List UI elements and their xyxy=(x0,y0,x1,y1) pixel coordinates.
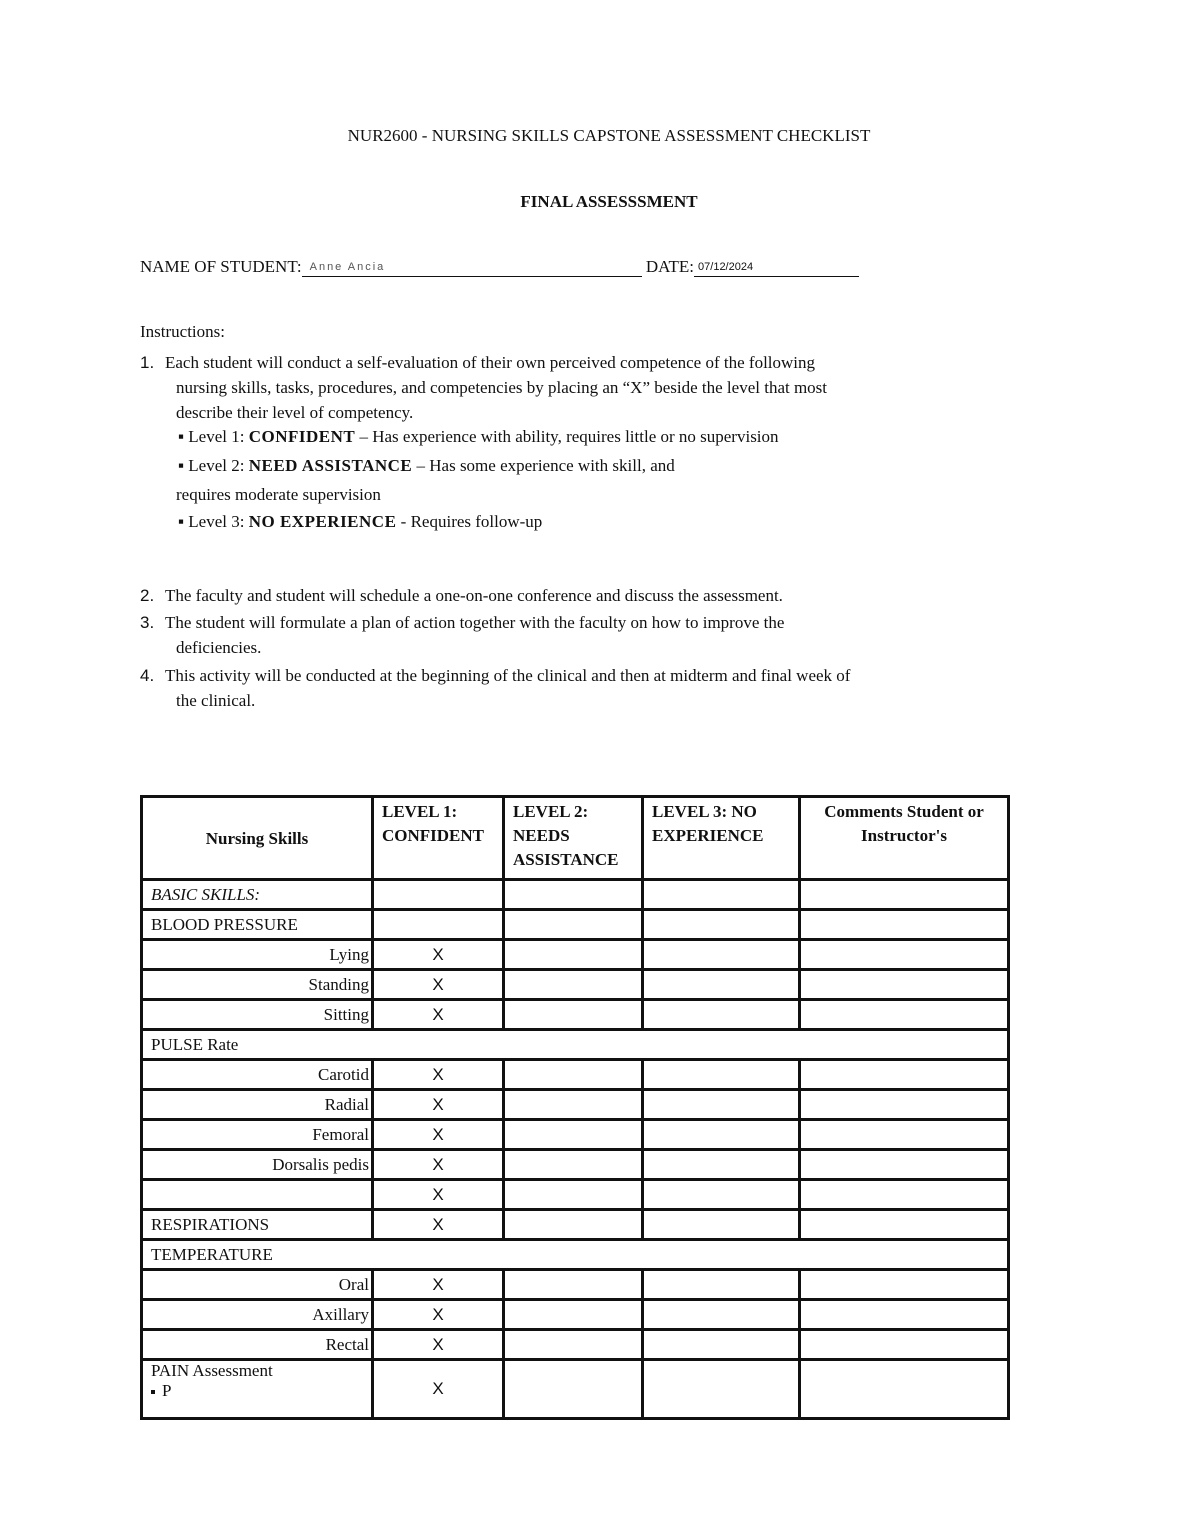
level-3-cell[interactable] xyxy=(643,1060,800,1090)
level-1-mark[interactable]: X xyxy=(373,1090,504,1120)
skill-dorsalis-pedis: Dorsalis pedis xyxy=(142,1150,373,1180)
table-row xyxy=(142,1180,1009,1210)
level-name: CONFIDENT xyxy=(248,427,356,446)
instruction-line: the clinical. xyxy=(176,691,256,710)
level-1-mark[interactable]: X xyxy=(373,1120,504,1150)
skill-sitting: Sitting xyxy=(142,1000,373,1030)
level-1-mark[interactable]: X xyxy=(373,970,504,1000)
table-row xyxy=(142,1000,1009,1030)
bullet-icon: ▪ xyxy=(178,512,189,531)
section-pulse-rate: PULSE Rate xyxy=(142,1030,1009,1060)
skill-standing: Standing xyxy=(142,970,373,1000)
comments-cell[interactable] xyxy=(800,1360,1009,1419)
instruction-line: nursing skills, tasks, procedures, and competencies by placing an “X” beside the level that most xyxy=(176,378,828,397)
level-1-mark[interactable]: X xyxy=(373,1300,504,1330)
level-1-mark[interactable]: X xyxy=(373,1210,504,1240)
instruction-item-3 xyxy=(140,610,784,660)
instruction-number: 2. xyxy=(140,586,155,605)
student-name-value: Anne Ancia xyxy=(309,261,386,273)
level-1-mark[interactable]: X xyxy=(373,1330,504,1360)
level-1-mark[interactable]: X xyxy=(373,1060,504,1090)
comments-cell[interactable] xyxy=(800,1330,1009,1360)
table-row xyxy=(142,1270,1009,1300)
level-3-cell[interactable] xyxy=(643,1180,800,1210)
section-respirations: RESPIRATIONS xyxy=(142,1210,373,1240)
date-value: 07/12/2024 xyxy=(698,261,754,273)
instruction-item-4 xyxy=(140,663,850,713)
instruction-line: describe their level of competency. xyxy=(176,403,414,422)
table-row xyxy=(142,880,1009,910)
table-row xyxy=(142,970,1009,1000)
table-row xyxy=(142,910,1009,940)
level-3-cell[interactable] xyxy=(643,1210,800,1240)
comments-cell[interactable] xyxy=(800,1150,1009,1180)
level-1-mark[interactable]: X xyxy=(373,1270,504,1300)
level-3-cell[interactable] xyxy=(643,1270,800,1300)
comments-cell[interactable] xyxy=(800,1300,1009,1330)
comments-cell[interactable] xyxy=(800,970,1009,1000)
bullet-icon xyxy=(151,1390,155,1394)
instruction-item-1 xyxy=(140,350,827,425)
skill-rectal: Rectal xyxy=(142,1330,373,1360)
skill-lying: Lying xyxy=(142,940,373,970)
instruction-number: 3. xyxy=(140,613,155,632)
level-2-cell[interactable] xyxy=(504,880,643,910)
instructions-label: Instructions: xyxy=(140,322,225,341)
section-blood-pressure: BLOOD PRESSURE xyxy=(142,910,373,940)
level-3-cell[interactable] xyxy=(643,1360,800,1419)
level-1-cell[interactable] xyxy=(373,880,504,910)
header-level-3: LEVEL 3: NO EXPERIENCE xyxy=(643,797,800,880)
table-row xyxy=(142,1120,1009,1150)
level-2-cell[interactable] xyxy=(504,1330,643,1360)
header-comments: Comments Student or Instructor's xyxy=(800,797,1009,880)
pain-assessment-label: PAIN Assessment xyxy=(151,1361,273,1380)
comments-cell[interactable] xyxy=(800,1000,1009,1030)
pain-sub-item: P xyxy=(151,1381,363,1401)
skill-femoral: Femoral xyxy=(142,1120,373,1150)
level-2-cell[interactable] xyxy=(504,970,643,1000)
level-2-cell[interactable] xyxy=(504,910,643,940)
student-name-field[interactable] xyxy=(302,258,642,277)
level-3-cell[interactable] xyxy=(643,940,800,970)
comments-cell[interactable] xyxy=(800,1120,1009,1150)
comments-cell[interactable] xyxy=(800,1180,1009,1210)
level-2-cell[interactable] xyxy=(504,1300,643,1330)
skill-axillary: Axillary xyxy=(142,1300,373,1330)
level-3-cell[interactable] xyxy=(643,1120,800,1150)
document-title: NUR2600 - NURSING SKILLS CAPSTONE ASSESSMENT CHECKLIST xyxy=(347,126,871,145)
comments-cell[interactable] xyxy=(800,1090,1009,1120)
instruction-item-2 xyxy=(140,583,783,608)
level-1-mark[interactable]: X xyxy=(373,940,504,970)
section-temperature: TEMPERATURE xyxy=(142,1240,1009,1270)
level-2-cell[interactable] xyxy=(504,1270,643,1300)
level-1-mark[interactable]: X xyxy=(373,1180,504,1210)
level-2-cell[interactable] xyxy=(504,940,643,970)
level-2-description: ▪ Level 2: NEED ASSISTANCE – Has some experience with skill, and xyxy=(178,456,675,475)
section-pain-assessment xyxy=(142,1360,373,1419)
skill-blank xyxy=(142,1180,373,1210)
level-2-cell[interactable] xyxy=(504,1180,643,1210)
assessment-subtitle: FINAL ASSESSSMENT xyxy=(520,192,698,211)
level-3-cell[interactable] xyxy=(643,880,800,910)
instruction-line: The faculty and student will schedule a one-on-one conference and discuss the assessment. xyxy=(165,586,783,605)
level-2-cell[interactable] xyxy=(504,1060,643,1090)
table-row xyxy=(142,940,1009,970)
level-3-cell[interactable] xyxy=(643,1300,800,1330)
table-row xyxy=(142,1330,1009,1360)
header-level-1: LEVEL 1: CONFIDENT xyxy=(373,797,504,880)
student-name-label: NAME OF STUDENT: xyxy=(140,257,302,276)
skill-carotid: Carotid xyxy=(142,1060,373,1090)
comments-cell[interactable] xyxy=(800,910,1009,940)
comments-cell[interactable] xyxy=(800,1060,1009,1090)
date-label: DATE: xyxy=(645,257,695,276)
level-1-description: ▪ Level 1: CONFIDENT – Has experience with ability, requires little or no supervision xyxy=(178,427,779,446)
skill-oral: Oral xyxy=(142,1270,373,1300)
table-row xyxy=(142,1240,1009,1270)
instruction-number: 4. xyxy=(140,666,155,685)
level-2-cell[interactable] xyxy=(504,1000,643,1030)
table-row xyxy=(142,1360,1009,1419)
instruction-line: The student will formulate a plan of action together with the faculty on how to improve the xyxy=(165,613,785,632)
table-row xyxy=(142,1030,1009,1060)
header-level-2: LEVEL 2: NEEDS ASSISTANCE xyxy=(504,797,643,880)
level-1-mark[interactable]: X xyxy=(373,1360,504,1419)
level-3-cell[interactable] xyxy=(643,1090,800,1120)
table-row xyxy=(142,1150,1009,1180)
level-3-cell[interactable] xyxy=(643,910,800,940)
level-2-cell[interactable] xyxy=(504,1120,643,1150)
instruction-line: Each student will conduct a self-evaluation of their own perceived competence of the following xyxy=(165,353,816,372)
table-row xyxy=(142,1090,1009,1120)
skill-radial: Radial xyxy=(142,1090,373,1120)
level-1-cell[interactable] xyxy=(373,910,504,940)
instruction-line: deficiencies. xyxy=(176,638,262,657)
comments-cell[interactable] xyxy=(800,940,1009,970)
level-3-cell[interactable] xyxy=(643,1150,800,1180)
level-1-mark[interactable]: X xyxy=(373,1000,504,1030)
comments-cell[interactable] xyxy=(800,880,1009,910)
date-field[interactable] xyxy=(694,258,859,277)
section-basic-skills: BASIC SKILLS: xyxy=(142,880,373,910)
bullet-icon: ▪ xyxy=(178,427,189,446)
table-row xyxy=(142,1210,1009,1240)
instruction-line: This activity will be conducted at the beginning of the clinical and then at midterm and final week of xyxy=(165,666,851,685)
level-2-cell[interactable] xyxy=(504,1360,643,1419)
level-3-cell[interactable] xyxy=(643,1330,800,1360)
skills-checklist-table xyxy=(140,795,1010,1420)
comments-cell[interactable] xyxy=(800,1210,1009,1240)
table-row xyxy=(142,1060,1009,1090)
level-1-mark[interactable]: X xyxy=(373,1150,504,1180)
level-3-description: ▪ Level 3: NO EXPERIENCE - Requires follow-up xyxy=(178,512,543,531)
header-nursing-skills: Nursing Skills xyxy=(142,797,373,880)
level-name: NEED ASSISTANCE xyxy=(248,456,413,475)
level-2-description-cont: requires moderate supervision xyxy=(176,485,381,504)
level-2-cell[interactable] xyxy=(504,1150,643,1180)
level-3-cell[interactable] xyxy=(643,1000,800,1030)
table-row xyxy=(142,1300,1009,1330)
level-2-cell[interactable] xyxy=(504,1090,643,1120)
instruction-number: 1. xyxy=(140,353,155,372)
level-2-cell[interactable] xyxy=(504,1210,643,1240)
bullet-icon: ▪ xyxy=(178,456,189,475)
level-3-cell[interactable] xyxy=(643,970,800,1000)
comments-cell[interactable] xyxy=(800,1270,1009,1300)
table-header-row xyxy=(142,797,1009,880)
level-name: NO EXPERIENCE xyxy=(248,512,397,531)
student-info-line xyxy=(140,257,859,277)
